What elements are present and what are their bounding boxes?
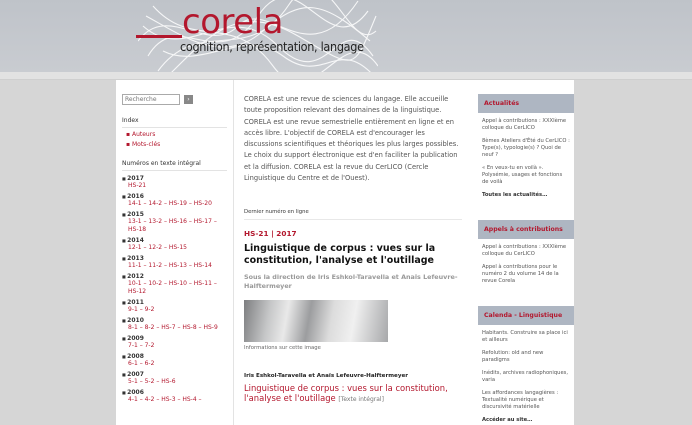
site-header	[0, 0, 692, 72]
calenda-item[interactable]: Les affordances langagières : Textualité numérique et discursivité matérielle	[482, 390, 559, 410]
year-issues[interactable]: HS-21	[128, 182, 147, 189]
dernier-numero-heading: Dernier numéro en ligne	[244, 209, 462, 220]
year-label[interactable]: ■ 2010	[122, 317, 227, 324]
year-group	[122, 389, 227, 404]
year-label[interactable]: ■ 2008	[122, 353, 227, 360]
article-title-link[interactable]: Linguistique de corpus : vues sur la constitution, l'analyse et l'outillage	[244, 383, 448, 404]
site-logo-subtitle: cognition, représentation, langage	[180, 39, 364, 54]
actualite-item[interactable]: 8èmes Ateliers d'Été du CerLICO : Type(s), typologie(s) ? Quoi de neuf ?	[482, 138, 570, 158]
appel-item[interactable]: Appel à contributions pour le numéro 2 du volume 14 de la revue Corela	[482, 264, 559, 284]
year-label[interactable]: ■ 2013	[122, 255, 227, 262]
texte-integral-link[interactable]: [Texte intégral]	[338, 396, 384, 404]
year-label[interactable]: ■ 2016	[122, 193, 227, 200]
article-authors: Iris Eshkol-Taravella et Anaïs Lefeuvre-Halftermeyer	[244, 373, 409, 380]
index-list	[122, 131, 227, 148]
main-column	[244, 94, 462, 405]
year-group	[122, 299, 227, 314]
years-list	[122, 175, 227, 404]
year-label[interactable]: ■ 2015	[122, 211, 227, 218]
year-label[interactable]: ■ 2007	[122, 371, 227, 378]
numeros-title: Numéros en texte intégral	[122, 160, 227, 171]
year-issues[interactable]: 4-1 – 4-2 – HS-3 – HS-4 –	[128, 396, 202, 403]
calenda-item[interactable]: Inédits, archives radiophoniques, varia	[482, 370, 568, 383]
site-logo-title[interactable]: corela	[182, 2, 283, 42]
journal-intro: CORELA est une revue de sciences du langage. Elle accueille toute proposition relevant des domaines de la linguistique. CORELA est une revue semestrielle entièrement en ligne et en accès libre. L'objectif de CORELA est d'encourager les discussions scientifiques et théoriques les plus larges possibles. Le choix du support électronique est d'en faciliter la publication et la diffusion. CORELA est la revue du CerLICO (Cercle Linguistique du Centre et de l'Ouest).	[244, 95, 459, 183]
index-link-mots-cles[interactable]: ▪ Mots-clés	[126, 141, 227, 148]
actualites-more-link[interactable]: Toutes les actualités…	[482, 192, 548, 198]
issue-cover-image[interactable]	[244, 300, 388, 342]
year-group	[122, 193, 227, 208]
search-input[interactable]	[122, 94, 180, 105]
year-issues[interactable]: 10-1 – 10-2 – HS-10 – HS-11 – HS-12	[128, 280, 217, 295]
year-label[interactable]: ■ 2014	[122, 237, 227, 244]
year-label[interactable]: ■ 2011	[122, 299, 227, 306]
year-issues[interactable]: 9-1 – 9-2	[128, 306, 155, 313]
calenda-item[interactable]: Habitants. Construire sa place ici et ailleurs	[482, 330, 568, 343]
issue-number-link[interactable]: HS-21 | 2017	[244, 229, 297, 239]
left-sidebar	[116, 80, 234, 425]
year-issues[interactable]: 12-1 – 12-2 – HS-15	[128, 244, 187, 251]
calenda-list	[478, 325, 574, 425]
year-group	[122, 211, 227, 234]
actualite-item[interactable]: Appel à contributions : XXXIème colloque du CerLICO	[482, 118, 567, 131]
appels-header: Appels à contributions	[478, 220, 574, 239]
article-entry	[244, 383, 462, 405]
year-group	[122, 273, 227, 296]
appel-item[interactable]: Appel à contributions : XXXIème colloque du CerLICO	[482, 244, 567, 257]
year-issues[interactable]: 11-1 – 11-2 – HS-13 – HS-14	[128, 262, 212, 269]
search-button[interactable]: ›	[184, 95, 193, 104]
year-group	[122, 353, 227, 368]
index-link-auteurs[interactable]: ▪ Auteurs	[126, 131, 227, 138]
year-group	[122, 317, 227, 332]
issue-title[interactable]: Linguistique de corpus : vues sur la constitution, l'analyse et l'outillage	[244, 243, 436, 267]
year-issues[interactable]: 8-1 – 8-2 – HS-7 – HS-8 – HS-9	[128, 324, 218, 331]
year-label[interactable]: ■ 2006	[122, 389, 227, 396]
issue-direction: Sous la direction de Iris Eshkol-Taravella et Anaïs Lefeuvre-Halftermeyer	[244, 273, 458, 291]
image-info-link[interactable]: Informations sur cette image	[244, 345, 321, 352]
year-issues[interactable]: 6-1 – 6-2	[128, 360, 155, 367]
calenda-header: Calenda - Linguistique	[478, 306, 574, 325]
year-issues[interactable]: 7-1 – 7-2	[128, 342, 155, 349]
year-group	[122, 237, 227, 252]
year-group	[122, 335, 227, 350]
actualites-header: Actualités	[478, 94, 574, 113]
year-issues[interactable]: 13-1 – 13-2 – HS-16 – HS-17 – HS-18	[128, 218, 217, 233]
actualites-list	[478, 113, 574, 210]
year-issues[interactable]: 5-1 – 5-2 – HS-6	[128, 378, 176, 385]
logo-line	[136, 35, 182, 38]
index-title: Index	[122, 117, 227, 128]
actualite-item[interactable]: « En veux-tu en voilà ». Polysémie, usages et fonctions de voilà	[482, 165, 563, 185]
calenda-more-link[interactable]: Accéder au site…	[482, 417, 533, 423]
page-content	[116, 80, 574, 425]
year-group	[122, 255, 227, 270]
calenda-item[interactable]: Refolution: old and new paradigms	[482, 350, 544, 363]
year-label[interactable]: ■ 2017	[122, 175, 227, 182]
right-sidebar	[478, 94, 574, 425]
year-label[interactable]: ■ 2009	[122, 335, 227, 342]
year-label[interactable]: ■ 2012	[122, 273, 227, 280]
search-form	[122, 94, 227, 105]
year-issues[interactable]: 14-1 – 14-2 – HS-19 – HS-20	[128, 200, 212, 207]
year-group	[122, 175, 227, 190]
year-group	[122, 371, 227, 386]
appels-list	[478, 239, 574, 296]
header-bar	[0, 72, 692, 80]
